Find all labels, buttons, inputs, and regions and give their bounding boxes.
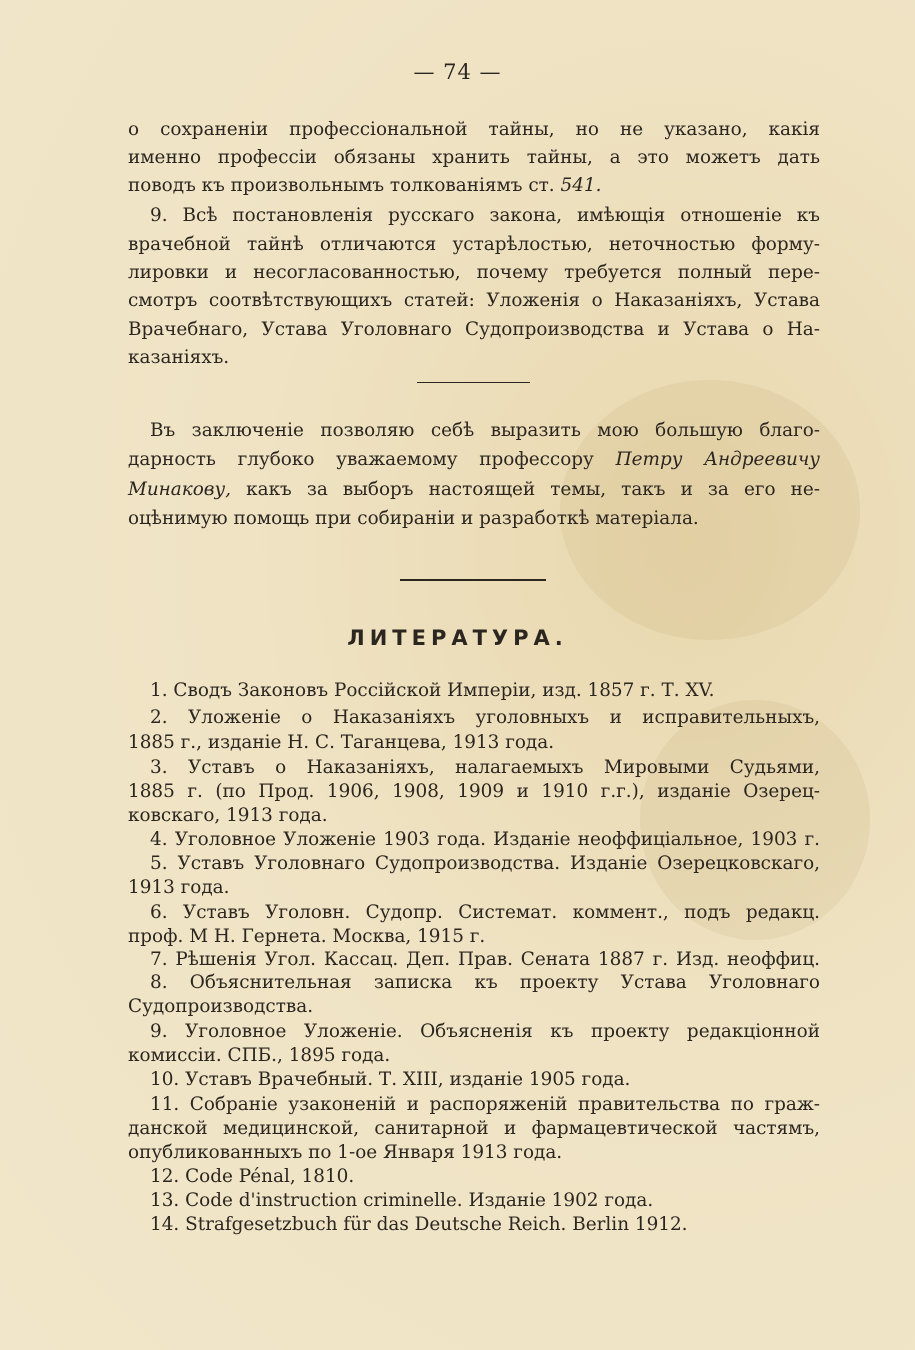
bibliography-item: 2. Уложеніе о Наказаніяхъ уголовныхъ и исправительныхъ, <box>150 707 820 728</box>
text-line-rest: какъ за выборъ настоящей темы, такъ и за его не- <box>246 479 820 500</box>
bibliography-item: 1. Сводъ Законовъ Россійской Имперіи, изд. 1857 г. Т. XV. <box>150 680 715 701</box>
bibliography-item: ковскаго, 1913 года. <box>128 805 328 826</box>
bibliography-item: Судопроизводства. <box>128 996 314 1017</box>
text-line: лировки и несогласованностью, почему требуется полный пере- <box>128 262 820 283</box>
bibliography-item: 1885 г. (по Прод. 1906, 1908, 1909 и 1910 г.г.), изданіе Озерец- <box>128 781 820 802</box>
bibliography-item: 9. Уголовное Уложеніе. Объясненія къ проекту редакціонной <box>150 1021 820 1042</box>
bibliography-item: 8. Объяснительная записка къ проекту Устава Уголовнаго <box>150 972 820 993</box>
bibliography-item: 1913 года. <box>128 877 230 898</box>
text-line <box>128 447 820 473</box>
text-line-start: дарность глубоко уважаемому профессору <box>128 449 594 470</box>
article-number: 541. <box>560 175 602 196</box>
bibliography-heading: ЛИТЕРАТУРА. <box>347 626 568 650</box>
bibliography-item: проф. М Н. Гернета. Москва, 1915 г. <box>128 926 486 947</box>
bibliography-item: 10. Уставъ Врачебный. Т. XIII, изданіе 1905 года. <box>150 1069 631 1090</box>
bibliography-item: 14. Strafgesetzbuch für das Deutsche Reich. Berlin 1912. <box>150 1214 688 1235</box>
bibliography-item: 3. Уставъ о Наказаніяхъ, налагаемыхъ Мировыми Судьями, <box>150 757 820 778</box>
text-line-start: поводъ къ произвольнымъ толкованіямъ ст. <box>128 175 555 196</box>
text-line: смотръ соотвѣтствующихъ статей: Уложенія о Наказаніяхъ, Устава <box>128 290 820 311</box>
bibliography-item: 6. Уставъ Уголовн. Судопр. Системат. коммент., подъ редакц. <box>150 902 820 923</box>
text-line <box>128 173 820 199</box>
text-line <box>128 477 820 503</box>
bibliography-item: 1885 г., изданіе Н. С. Таганцева, 1913 года. <box>128 732 555 753</box>
text-line: именно профессіи обязаны хранить тайны, а это можетъ дать <box>128 147 820 168</box>
bibliography-item: 13. Code d'instruction criminelle. Изданіе 1902 года. <box>150 1190 654 1211</box>
bibliography-item: 11. Собраніе узаконеній и распоряженій правительства по граж- <box>150 1094 820 1115</box>
page-number: — 74 — <box>413 60 502 84</box>
bibliography-item: комиссіи. СПБ., 1895 года. <box>128 1045 391 1066</box>
text-line: врачебной тайнѣ отличаются устарѣлостью, неточностью форму- <box>128 234 820 255</box>
professor-name: Петру Андреевичу <box>615 449 820 470</box>
bibliography-item: опубликованныхъ по 1-ое Января 1913 года. <box>128 1142 563 1163</box>
bibliography-item: 12. Code Pénal, 1810. <box>150 1166 355 1187</box>
text-line: о сохраненіи профессіональной тайны, но не указано, какія <box>128 119 820 140</box>
text-line: казаніяхъ. <box>128 347 230 368</box>
section-divider <box>400 579 546 581</box>
text-line: Въ заключеніе позволяю себѣ выразить мою большую благо- <box>150 420 820 441</box>
text-line: оцѣнимую помощь при собираніи и разработкѣ матеріала. <box>128 508 699 529</box>
separator-rule <box>417 382 530 383</box>
bibliography-item: 4. Уголовное Уложеніе 1903 года. Изданіе неоффиціальное, 1903 г. <box>150 829 820 850</box>
professor-surname: Минакову, <box>128 479 232 500</box>
text-line: Врачебнаго, Устава Уголовнаго Судопроизводства и Устава о На- <box>128 319 820 340</box>
bibliography-item: данской медицинской, санитарной и фармацевтической частямъ, <box>128 1118 820 1139</box>
bibliography-item: 7. Рѣшенія Угол. Кассац. Деп. Прав. Сената 1887 г. Изд. неоффиц. <box>150 949 820 970</box>
bibliography-item: 5. Уставъ Уголовнаго Судопроизводства. Изданіе Озерецковскаго, <box>150 853 820 874</box>
text-line: 9. Всѣ постановленія русскаго закона, имѣющія отношеніе къ <box>150 205 820 226</box>
